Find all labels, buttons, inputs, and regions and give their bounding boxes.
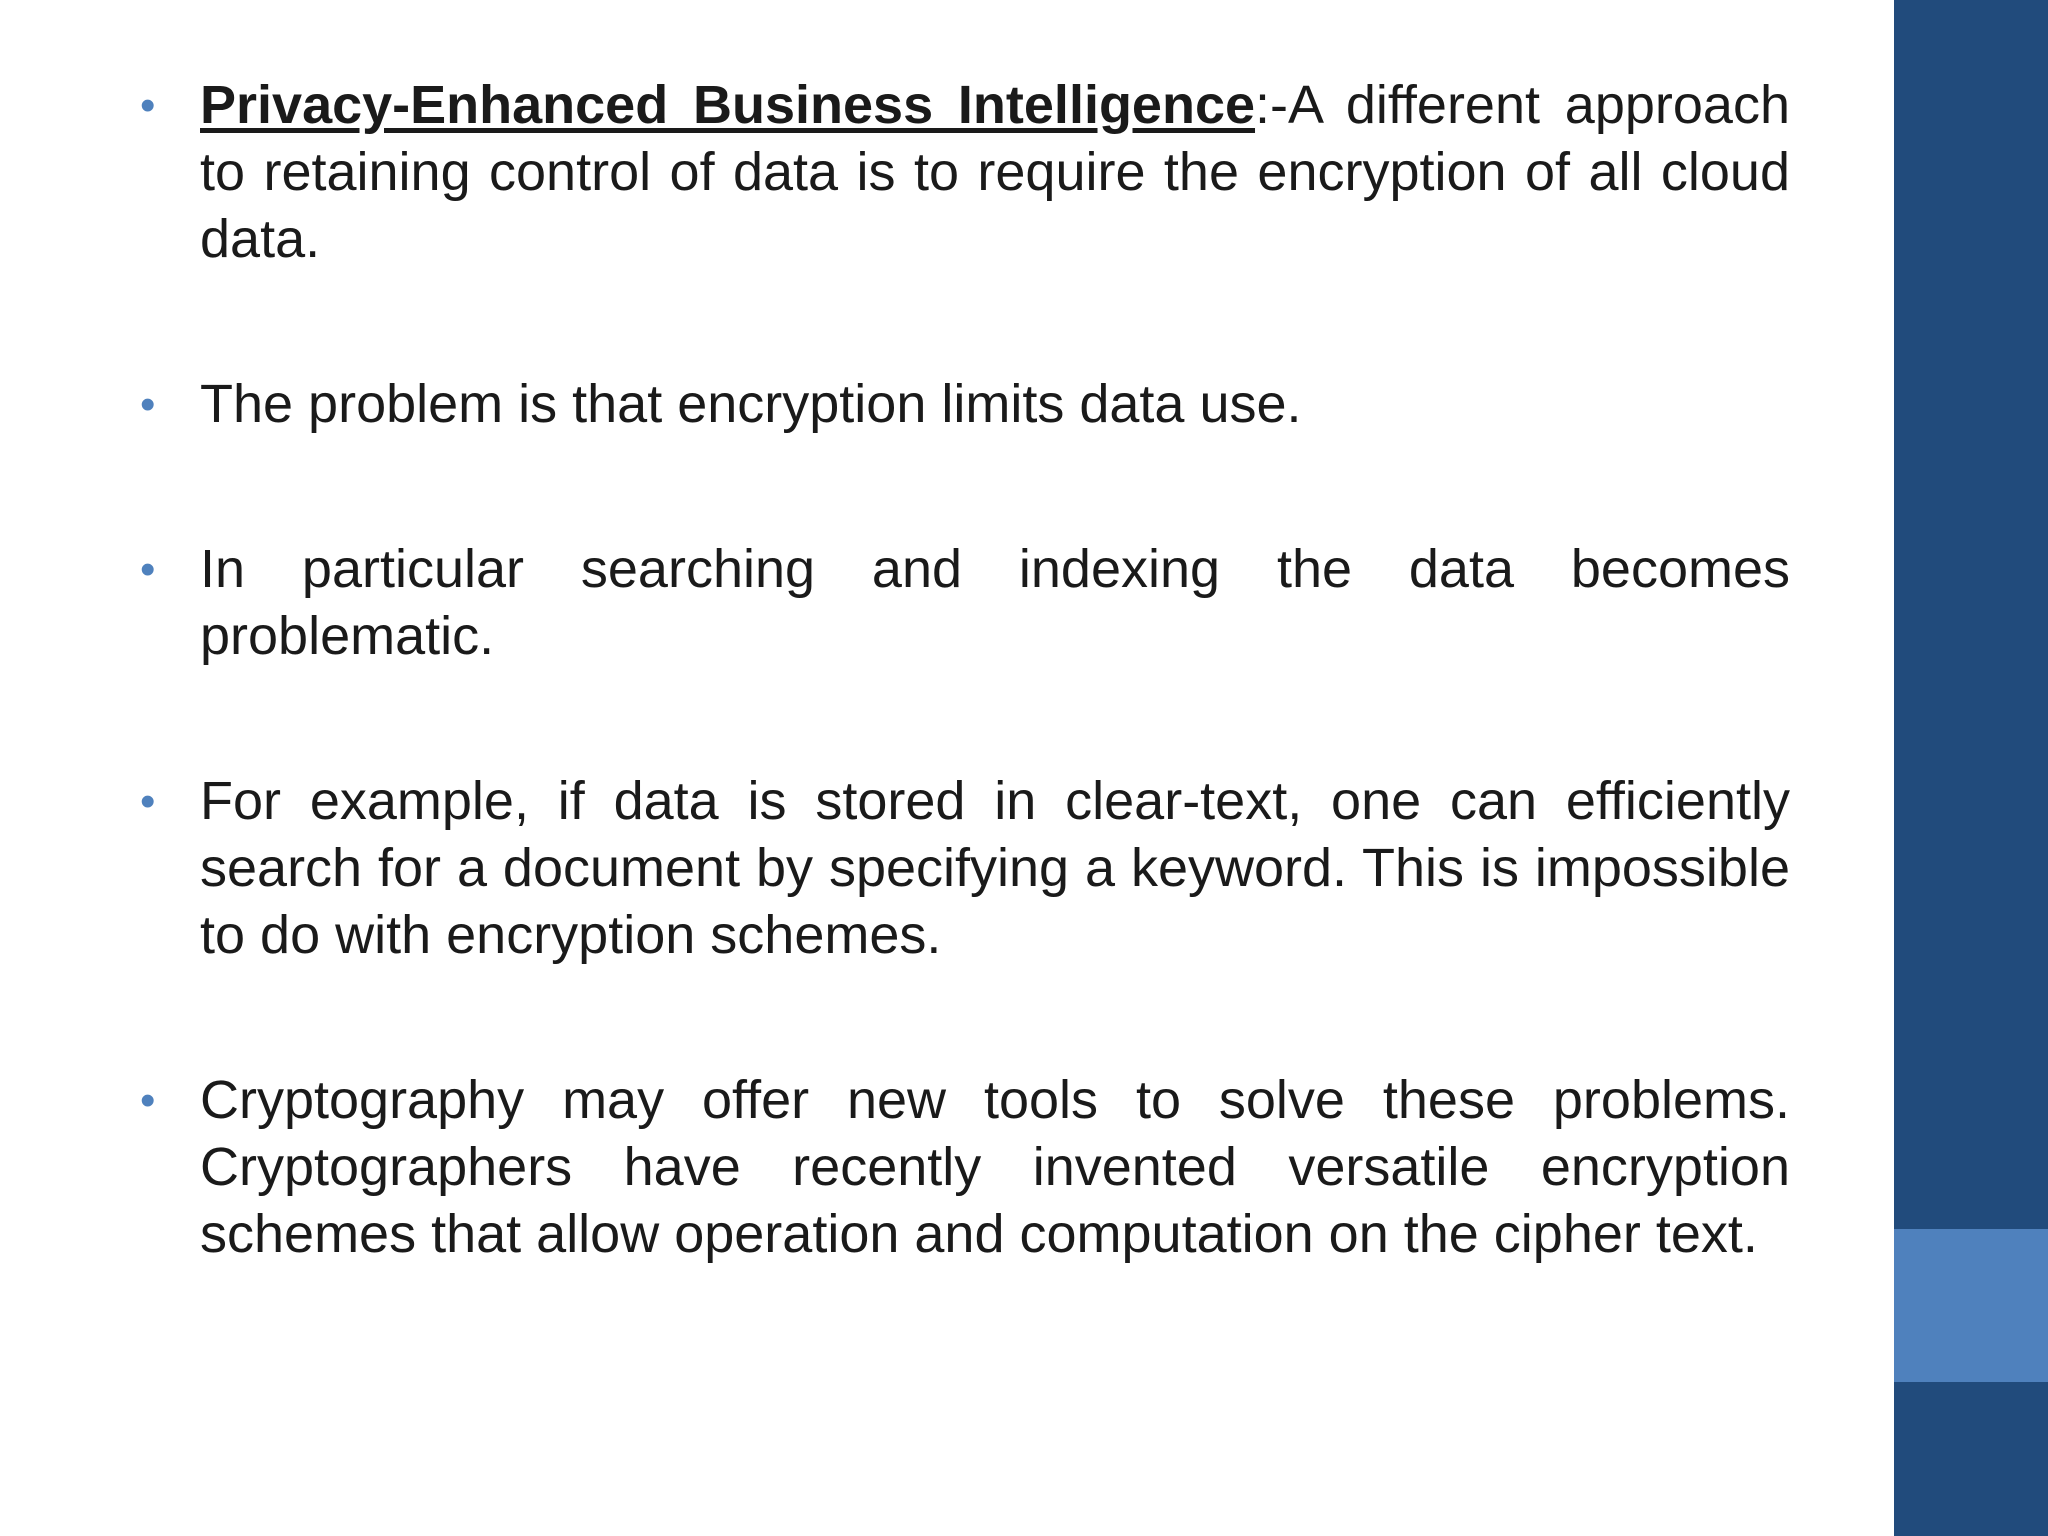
bullet-item-cryptography bbox=[140, 1067, 1790, 1268]
bullet-dot-icon: • bbox=[140, 777, 156, 826]
bullet-dot-icon: • bbox=[140, 81, 156, 130]
decorative-sidebar-accent bbox=[1894, 1229, 2048, 1382]
bullet-text: For example, if data is stored in clear-text, one can efficiently search for a document by specifying a keyword. This is impossible to do with encryption schemes. bbox=[200, 771, 1790, 965]
bullet-text: In particular searching and indexing the data becomes problematic. bbox=[200, 539, 1790, 666]
bullet-item-searching-indexing bbox=[140, 536, 1790, 670]
bullet-text: :-A different approach to retaining control of data is to require the encryption of all cloud data. bbox=[200, 75, 1790, 269]
bullet-dot-icon: • bbox=[140, 380, 156, 429]
bullet-text: The problem is that encryption limits data use. bbox=[200, 374, 1302, 434]
bullet-list bbox=[140, 72, 1790, 1268]
bullet-term: Privacy-Enhanced Business Intelligence bbox=[200, 75, 1256, 135]
bullet-item-example bbox=[140, 768, 1790, 969]
bullet-text: Cryptography may offer new tools to solve these problems. Cryptographers have recently invented versatile encryption schemes that allow operation and computation on the cipher text. bbox=[200, 1070, 1790, 1264]
bullet-item-privacy-bi bbox=[140, 72, 1790, 273]
bullet-dot-icon: • bbox=[140, 545, 156, 594]
slide-content bbox=[140, 72, 1790, 1268]
bullet-item-encryption-limits bbox=[140, 371, 1790, 438]
bullet-dot-icon: • bbox=[140, 1076, 156, 1125]
